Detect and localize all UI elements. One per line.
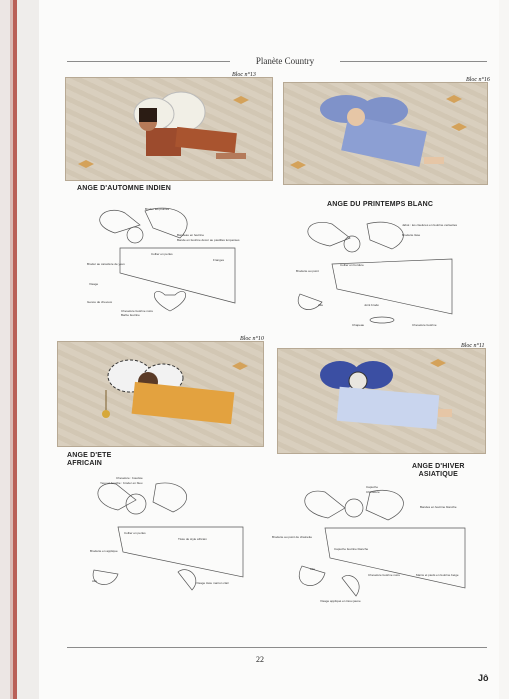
pattern-label: Visage appliqué en tissu jaune	[320, 599, 361, 603]
pattern-label: Chevelure feutrine	[412, 323, 437, 327]
pattern-label: Collier en perles	[124, 531, 146, 535]
pattern-title: ANGE D'AUTOMNE INDIEN	[77, 185, 172, 192]
pattern-label: Yeux et bouche : broder en bleu	[100, 481, 143, 485]
pattern-label: Collier en perles	[151, 252, 173, 256]
angel-autumn-illustration	[66, 78, 272, 180]
page-edge	[17, 0, 39, 699]
pattern-label: Barbe feutrine	[121, 313, 140, 317]
pattern-title	[67, 452, 112, 468]
signature: Jô	[478, 673, 489, 683]
pattern-label: Visage tissu marron clair	[196, 581, 229, 585]
pattern-label: Bandeau en feutrine	[177, 233, 205, 237]
pattern-title-line: AFRICAIN	[67, 460, 103, 467]
page-header: Planète Country	[230, 56, 340, 66]
page-number: 22	[256, 655, 264, 664]
bloc-label: Bloc n°13	[232, 72, 256, 78]
pattern-label: Visage	[89, 282, 99, 286]
pattern-label: Aile	[318, 303, 324, 307]
page-edge	[0, 0, 10, 699]
pattern-label: Capuche	[366, 485, 379, 489]
pattern-title: ANGE DU PRINTEMPS BLANC	[327, 201, 434, 208]
pattern-winter-diagram	[270, 478, 470, 610]
pattern-label: Joint brodé	[364, 303, 379, 307]
pattern-label: Broderie en applique	[90, 549, 118, 553]
bloc-label: Bloc n°11	[461, 343, 485, 349]
pattern-label: Collier en bordure	[340, 263, 364, 267]
angel-winter-illustration	[278, 349, 485, 453]
pattern-label: Chapeau	[352, 323, 365, 327]
pattern-title	[412, 463, 465, 479]
pattern-label: Chevelure feutrine noire	[121, 309, 154, 313]
pattern-label: Chevelure : bouclée	[116, 476, 143, 480]
pattern-label: Mains et pieds en feutrine beige	[416, 573, 459, 577]
pattern-title-line: ASIATIQUE	[418, 471, 459, 478]
pattern-label: Aile	[310, 567, 316, 571]
pattern-label: Genou de cheveux	[87, 300, 113, 304]
pattern-label: Broderie au point de chainette	[272, 535, 313, 539]
pattern-label: Broderie au point	[296, 269, 319, 273]
pattern-label: Broderie lisse	[402, 233, 421, 237]
angel-spring-illustration	[284, 83, 487, 184]
pattern-label: Jabot : les ciselures en feutrine cerisettes	[402, 223, 458, 227]
pattern-title-line: ANGE D'HIVER	[412, 463, 465, 470]
angel-summer-illustration	[58, 342, 263, 446]
pattern-label: Tissu de style africain	[178, 537, 207, 541]
bloc-label: Bloc n°10	[240, 336, 264, 342]
pattern-label: Chevelure	[366, 490, 380, 494]
photo-angel-summer	[57, 341, 264, 447]
pattern-autumn-diagram	[85, 203, 245, 318]
pattern-label: Bandes en feutrine blanche	[420, 505, 457, 509]
footer-rule	[67, 647, 487, 648]
pattern-label: Capuche feutrine blanche	[334, 547, 369, 551]
photo-angel-winter	[277, 348, 486, 454]
pattern-summer-diagram	[88, 472, 253, 597]
pattern-label: Broder au caractère de yeux	[87, 262, 125, 266]
pattern-label: Bande en feutrine décor au pastilles turquoises	[177, 238, 240, 242]
bloc-label: Bloc n°16	[466, 77, 490, 83]
pattern-label: Franges	[213, 258, 225, 262]
photo-angel-spring	[283, 82, 488, 185]
pattern-spring-diagram	[292, 214, 462, 330]
pattern-label: Aile	[92, 579, 98, 583]
pattern-label: Broder les plumes	[145, 207, 170, 211]
pattern-title-line: ANGE D'ETE	[67, 452, 112, 459]
photo-angel-autumn	[65, 77, 273, 181]
pattern-label: Chevelure feutrine noire	[368, 573, 401, 577]
